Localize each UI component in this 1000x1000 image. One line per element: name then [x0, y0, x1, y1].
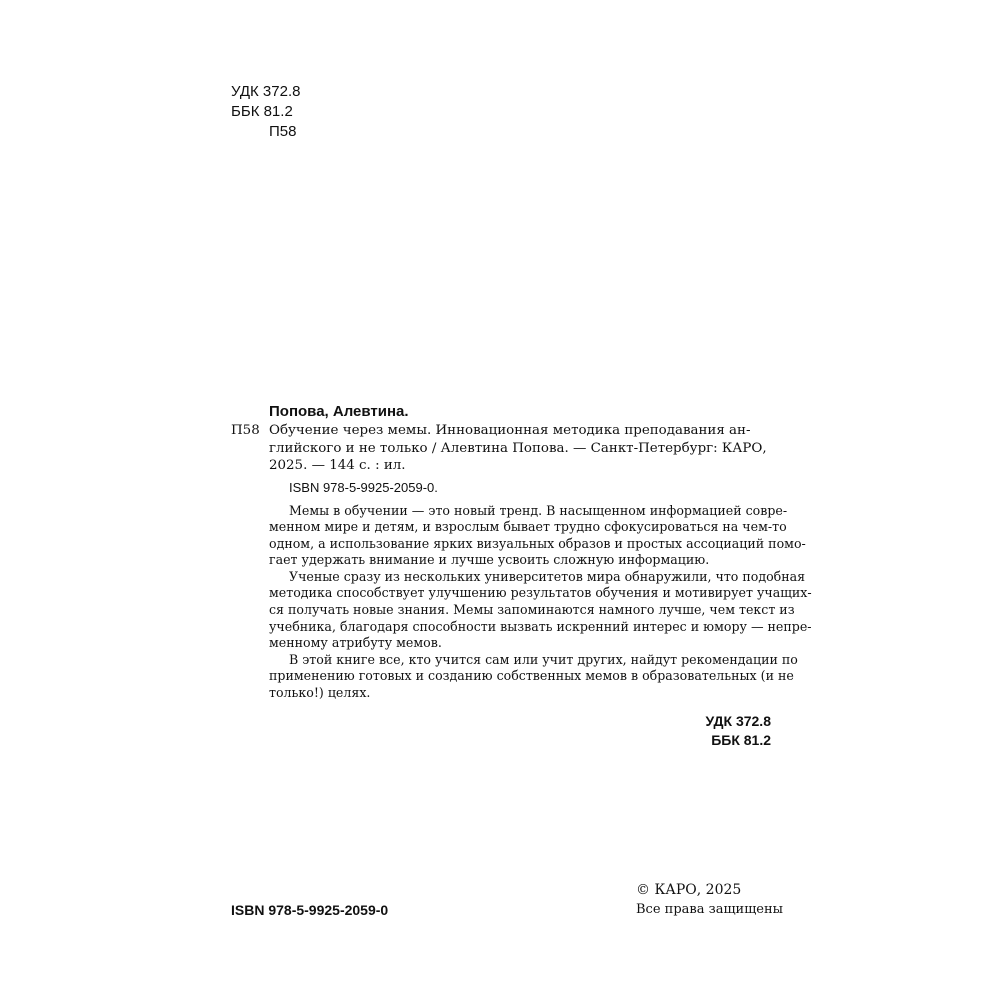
bibliographic-record [231, 422, 771, 475]
annotation-line: только!) целях. [269, 685, 371, 701]
copyright-notice: © КАРО, 2025 [636, 882, 742, 898]
copyright-block [636, 880, 783, 920]
annotation-line: ся получать новые знания. Мемы запоминаются намного лучше, чем текст из [269, 602, 795, 618]
entry-author-mark: П58 [231, 423, 260, 438]
entry-isbn: ISBN 978-5-9925-2059-0. [289, 479, 438, 495]
isbn-footer: ISBN 978-5-9925-2059-0 [231, 902, 389, 918]
annotation-line: менном мире и детям, и взрослым бывает трудно сфокусироваться на чем-то [269, 519, 787, 535]
annotation-line: В этой книге все, кто учится сам или учит других, найдут рекомендации по [289, 651, 798, 667]
bibliographic-line: 2025. — 144 с. : ил. [269, 458, 406, 473]
annotation-line: учебника, благодаря способности вызвать искренний интерес и юмору — непре- [269, 618, 812, 634]
bbk-code: ББК 81.2 [231, 103, 293, 120]
rights-reserved: Все права защищены [636, 902, 783, 917]
bbk-code-bottom: ББК 81.2 [711, 731, 771, 748]
author-mark: П58 [269, 123, 297, 140]
annotation-line: Мемы в обучении — это новый тренд. В насыщенном информацией совре- [289, 502, 788, 518]
annotation-line: одном, а использование ярких визуальных образов и простых ассоциаций помо- [269, 535, 806, 551]
header-classification-codes [231, 82, 300, 142]
catalog-entry [231, 402, 812, 750]
bibliographic-line: глийского и не только / Алевтина Попова. — Санкт-Петербург: КАРО, [269, 440, 767, 456]
bibliographic-description [269, 422, 771, 475]
annotation-line: менному атрибуту мемов. [269, 635, 442, 651]
annotation-line: методика способствует улучшению результатов обучения и мотивирует учащих- [269, 585, 812, 601]
footer-classification-codes [231, 712, 771, 750]
annotation-line: применению готовых и созданию собственных мемов в образовательных (и не [269, 668, 794, 684]
udk-code: УДК 372.8 [231, 83, 301, 100]
annotation-line: гает удержать внимание и лучше усвоить сложную информацию. [269, 552, 710, 568]
annotation [269, 502, 812, 702]
udk-code-bottom: УДК 372.8 [705, 712, 771, 729]
annotation-line: Ученые сразу из нескольких университетов мира обнаружили, что подобная [289, 568, 806, 584]
author-name: Попова, Алевтина. [269, 403, 409, 420]
bibliographic-line: Обучение через мемы. Инновационная методика преподавания ан- [269, 423, 751, 438]
